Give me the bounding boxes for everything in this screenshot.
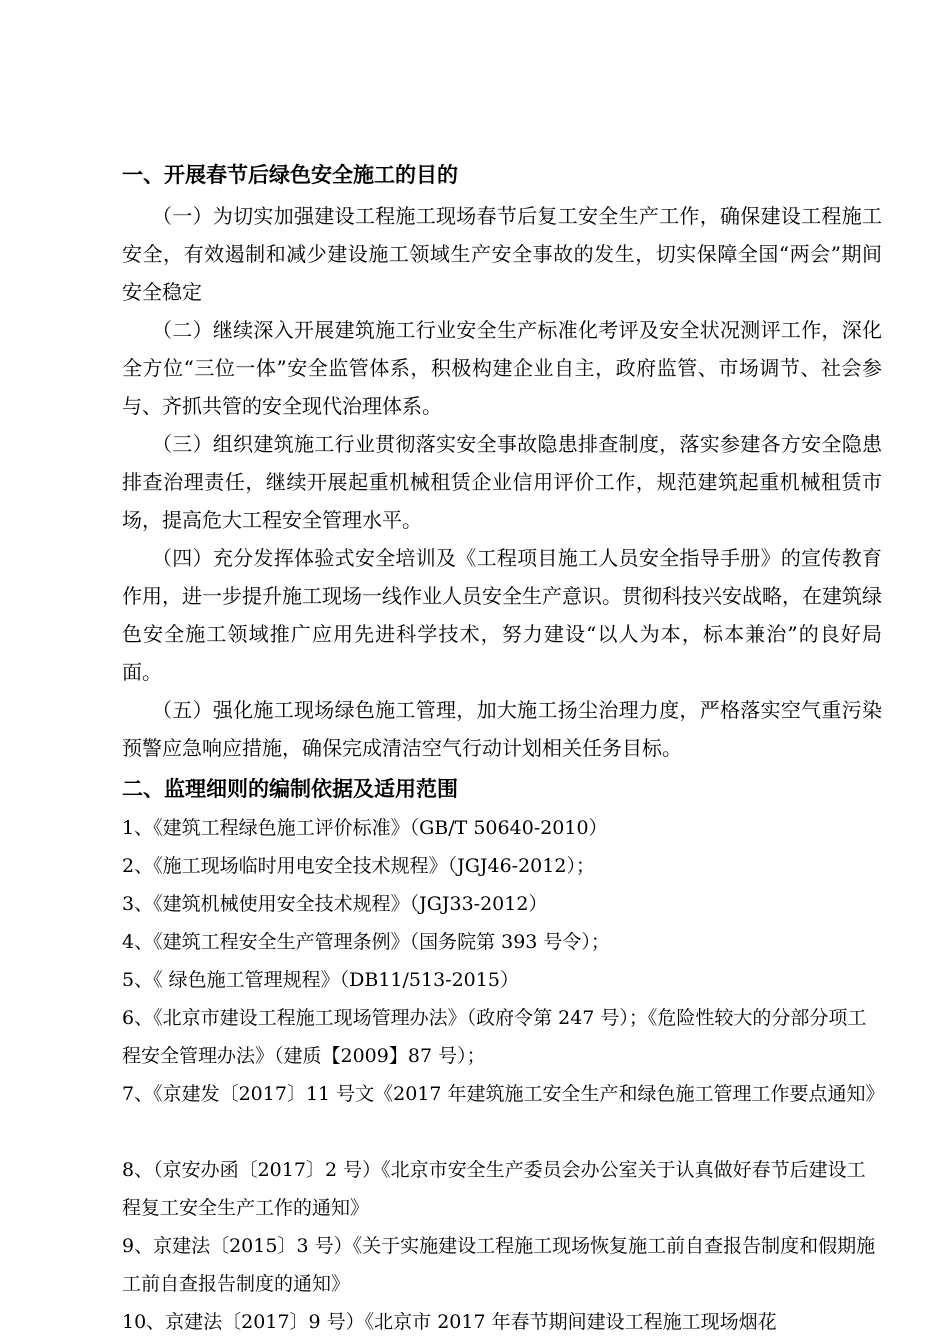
reference-item-5: 5、《 绿色施工管理规程》（DB11/513-2015） [122,969,519,991]
reference-item-2: 2、《施工现场临时用电安全技术规程》（JGJ46-2012）； [122,855,595,877]
reference-item-1: 1、《建筑工程绿色施工评价标准》（GB/T 50640-2010） [122,817,608,839]
reference-item-3: 3、《建筑机械使用安全技术规程》（JGJ33-2012） [122,893,548,915]
reference-item-9: 9、京建法〔2015〕3 号）《关于实施建设工程施工现场恢复施工前自查报告制度和假期施工前自查报告制度的通知》 [122,1235,876,1295]
reference-item-6: 6、《北京市建设工程施工现场管理办法》（政府令第 247 号）；《危险性较大的分部分项工程安全管理办法》（建质【2009】87 号）； [122,1007,867,1067]
section-heading-basis: 二、监理细则的编制依据及适用范围 [122,777,458,801]
section-heading-purpose: 一、开展春节后绿色安全施工的目的 [122,163,458,187]
reference-item-10: 10、京建法〔2017〕9 号）《北京市 2017 年春节期间建设工程施工现场烟花 [122,1311,777,1333]
reference-item-7: 7、《京建发〔2017〕11 号文《2017 年建筑施工安全生产和绿色施工管理工作要点通知》 [122,1083,885,1105]
paragraph-4: （四）充分发挥体验式安全培训及《工程项目施工人员安全指导手册》的宣传教育作用，进一步提升施工现场一线作业人员安全生产意识。贯彻科技兴安战略，在建筑绿色安全施工领域推广应用先进科学技术，努力建设“以人为本，标本兼治”的良好局面。 [122,546,882,684]
paragraph-1: （一）为切实加强建设工程施工现场春节后复工安全生产工作，确保建设工程施工安全，有效遏制和减少建设施工领域生产安全事故的发生，切实保障全国“两会”期间安全稳定 [122,204,882,304]
reference-item-4: 4、《建筑工程安全生产管理条例》（国务院第 393 号令）； [122,931,610,953]
paragraph-3: （三）组织建筑施工行业贯彻落实安全事故隐患排查制度，落实参建各方安全隐患排查治理责任，继续开展起重机械租赁企业信用评价工作，规范建筑起重机械租赁市场，提高危大工程安全管理水平。 [122,432,882,532]
paragraph-5: （五）强化施工现场绿色施工管理，加大施工扬尘治理力度，严格落实空气重污染预警应急响应措施，确保完成清洁空气行动计划相关任务目标。 [122,698,882,760]
paragraph-2: （二）继续深入开展建筑施工行业安全生产标准化考评及安全状况测评工作，深化全方位“三位一体”安全监管体系，积极构建企业自主，政府监管、市场调节、社会参与、齐抓共管的安全现代治理体系。 [122,318,882,418]
reference-item-8: 8、（京安办函〔2017〕2 号）《北京市安全生产委员会办公室关于认真做好春节后建设工程复工安全生产工作的通知》 [122,1159,866,1219]
